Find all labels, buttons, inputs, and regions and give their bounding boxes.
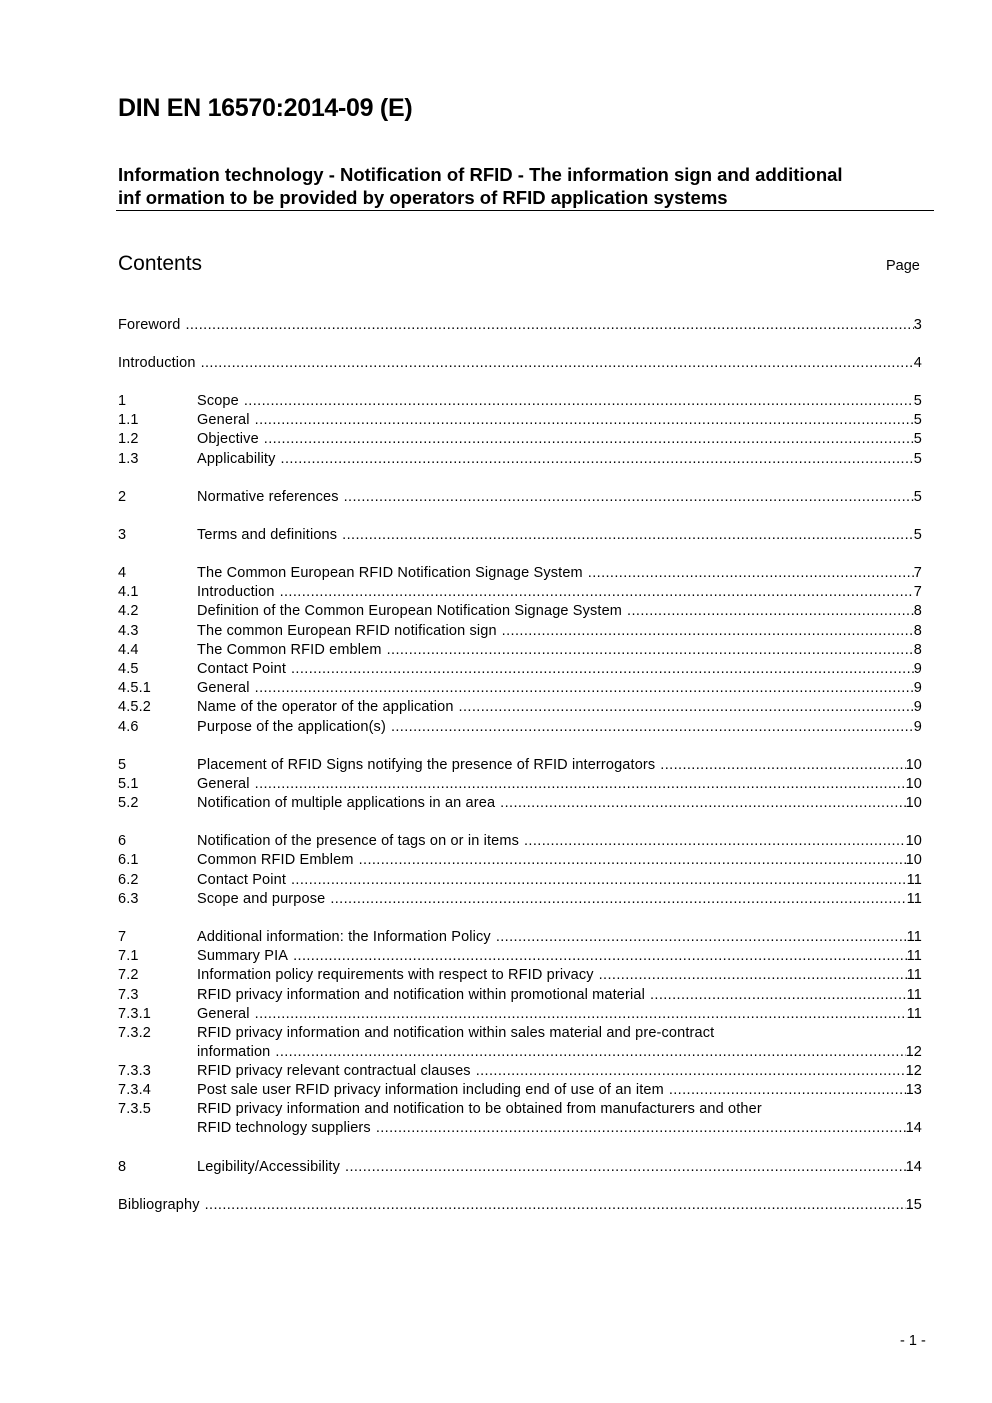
toc-entry-line — [197, 718, 922, 737]
toc-entry-line — [197, 986, 922, 1005]
toc-entry-number: 4.5.2 — [118, 699, 151, 715]
toc-leader-dots — [359, 851, 906, 870]
toc-entry[interactable] — [118, 1158, 922, 1177]
toc-entry-title: Post sale user RFID privacy information including end of use of an item — [197, 1082, 664, 1098]
toc-entry-page: 11 — [906, 929, 922, 945]
toc-entry-line — [197, 488, 922, 507]
toc-entry[interactable] — [118, 583, 922, 602]
toc-entry-page: 11 — [906, 987, 922, 1003]
toc-entry-line — [197, 641, 922, 660]
toc-entry[interactable] — [118, 1024, 922, 1062]
toc-entry-title: The Common RFID emblem — [197, 642, 382, 658]
toc-leader-dots — [344, 488, 914, 507]
toc-leader-dots — [342, 526, 914, 545]
toc-entry[interactable] — [118, 794, 922, 813]
toc-entry-title: Introduction — [118, 355, 196, 371]
toc-entry-page: 8 — [913, 603, 922, 619]
toc-leader-dots — [255, 1005, 907, 1024]
toc-entry-number: 1.3 — [118, 451, 139, 467]
toc-entry-number: 7.3.1 — [118, 1006, 151, 1022]
toc-entry-page: 11 — [906, 891, 922, 907]
toc-entry-title: RFID privacy information and notification to be obtained from manufacturers and other — [197, 1101, 762, 1117]
toc-entry-line — [197, 1043, 922, 1062]
toc-entry-title-continued: RFID technology suppliers — [197, 1120, 371, 1136]
toc-entry-line — [197, 947, 922, 966]
toc-entry-title: Legibility/Accessibility — [197, 1159, 341, 1175]
toc-leader-dots — [650, 986, 907, 1005]
toc-entry-page: 11 — [906, 1006, 922, 1022]
toc-entry-number: 4.4 — [118, 642, 139, 658]
toc-entry-line — [197, 392, 922, 411]
toc-entry-page: 5 — [913, 489, 922, 505]
toc-leader-dots — [280, 583, 914, 602]
toc-entry-page: 15 — [905, 1197, 922, 1213]
toc-entry-line — [197, 756, 922, 775]
toc-entry-title: Applicability — [197, 451, 276, 467]
toc-entry-number: 7.3.2 — [118, 1025, 151, 1041]
toc-entry-title: RFID privacy relevant contractual clauses — [197, 1063, 471, 1079]
toc-entry-title: Placement of RFID Signs notifying the presence of RFID interrogators — [197, 757, 656, 773]
toc-entry-number: 6.3 — [118, 891, 139, 907]
toc-entry-number: 7.3.5 — [118, 1101, 151, 1117]
toc-entry-number: 5 — [118, 757, 127, 773]
toc-entry-number: 4.3 — [118, 623, 139, 639]
toc-entry-title: Foreword — [118, 317, 181, 333]
toc-entry-title: Objective — [197, 431, 259, 447]
footer-page-number: - 1 - — [900, 1333, 926, 1349]
toc-entry[interactable] — [118, 1081, 922, 1100]
toc-entry-number: 1 — [118, 393, 127, 409]
toc-entry-line — [197, 679, 922, 698]
toc-entry-page: 10 — [905, 833, 922, 849]
toc-entry-title: Scope and purpose — [197, 891, 326, 907]
toc-leader-dots — [496, 928, 907, 947]
toc-entry[interactable] — [118, 622, 922, 641]
toc-entry-page: 11 — [906, 967, 922, 983]
toc-entry-number: 1.2 — [118, 431, 139, 447]
toc-entry-page: 5 — [913, 393, 922, 409]
toc-leader-dots — [502, 622, 914, 641]
toc-leader-dots — [391, 718, 914, 737]
toc-entry-line — [197, 928, 922, 947]
toc-entry-page: 10 — [905, 757, 922, 773]
toc-entry[interactable] — [118, 986, 922, 1005]
toc-entry-page: 5 — [913, 412, 922, 428]
toc-entry[interactable] — [118, 966, 922, 985]
toc-entry-page: 13 — [905, 1082, 922, 1098]
toc-entry-number: 7.2 — [118, 967, 139, 983]
toc-entry-number: 5.2 — [118, 795, 139, 811]
toc-entry-number: 7 — [118, 929, 127, 945]
toc-entry-number: 4.1 — [118, 584, 139, 600]
toc-entry[interactable] — [118, 450, 922, 469]
toc-entry-title: General — [197, 680, 250, 696]
toc-entry-number: 7.1 — [118, 948, 139, 964]
toc-entry-page: 11 — [906, 872, 922, 888]
toc-entry[interactable] — [118, 564, 922, 583]
toc-entry-title: Summary PIA — [197, 948, 289, 964]
toc-entry-number: 7.3.3 — [118, 1063, 151, 1079]
toc-entry-title: General — [197, 412, 250, 428]
toc-leader-dots — [205, 1196, 906, 1215]
toc-entry-line — [197, 775, 922, 794]
toc-entry[interactable] — [118, 1100, 922, 1138]
toc-entry[interactable] — [118, 411, 922, 430]
toc-leader-dots — [255, 411, 914, 430]
page-column-heading: Page — [886, 258, 920, 274]
toc-entry-title: Additional information: the Information Policy — [197, 929, 491, 945]
toc-entry-page: 12 — [905, 1044, 922, 1060]
toc-entry-number: 7.3.4 — [118, 1082, 151, 1098]
toc-entry-number: 4.5.1 — [118, 680, 151, 696]
toc-entry-page: 9 — [913, 719, 922, 735]
toc-entry-number: 4.6 — [118, 719, 139, 735]
toc-entry-line — [118, 1196, 922, 1215]
toc-entry-title: General — [197, 1006, 250, 1022]
toc-entry[interactable] — [118, 392, 922, 411]
document-title-line-2: inf ormation to be provided by operators of RFID application systems — [118, 187, 728, 208]
toc-entry-page: 5 — [913, 527, 922, 543]
toc-entry-page: 7 — [913, 565, 922, 581]
toc-leader-dots — [476, 1062, 906, 1081]
toc-entry-line — [197, 851, 922, 870]
toc-entry-line — [197, 794, 922, 813]
toc-entry-page: 8 — [913, 642, 922, 658]
toc-entry-line — [197, 583, 922, 602]
toc-entry[interactable] — [118, 430, 922, 449]
toc-entry-line — [197, 832, 922, 851]
toc-entry-number: 4 — [118, 565, 127, 581]
toc-leader-dots — [264, 430, 914, 449]
toc-entry-line — [197, 1158, 922, 1177]
toc-entry-title: Notification of multiple applications in an area — [197, 795, 496, 811]
toc-entry-title: Notification of the presence of tags on or in items — [197, 833, 519, 849]
toc-entry[interactable] — [118, 851, 922, 870]
toc-entry-line — [197, 1062, 922, 1081]
toc-entry-title: Definition of the Common European Notification Signage System — [197, 603, 623, 619]
document-id: DIN EN 16570:2014-09 (E) — [118, 94, 413, 122]
toc-entry-line — [197, 890, 922, 909]
toc-entry-title: Contact Point — [197, 872, 286, 888]
toc-entry-page: 10 — [905, 776, 922, 792]
toc-entry[interactable] — [118, 947, 922, 966]
toc-entry[interactable] — [118, 1062, 922, 1081]
toc-entry-number: 6.2 — [118, 872, 139, 888]
contents-heading: Contents — [118, 252, 203, 275]
toc-entry-title: General — [197, 776, 250, 792]
toc-entry-title: Name of the operator of the application — [197, 699, 454, 715]
toc-entry-number: 2 — [118, 489, 127, 505]
toc-entry-page: 9 — [913, 680, 922, 696]
toc-leader-dots — [281, 450, 914, 469]
toc-leader-dots — [660, 756, 905, 775]
toc-entry[interactable] — [118, 1196, 922, 1215]
toc-entry-line — [197, 1005, 922, 1024]
toc-entry-title: RFID privacy information and notification within sales material and pre-contract — [197, 1025, 715, 1041]
toc-entry-line — [197, 698, 922, 717]
toc-entry-title-continued: information — [197, 1044, 271, 1060]
toc-entry-line — [197, 564, 922, 583]
toc-leader-dots — [588, 564, 914, 583]
toc-entry-number: 3 — [118, 527, 127, 543]
toc-entry-number: 6.1 — [118, 852, 139, 868]
toc-leader-dots — [255, 679, 914, 698]
toc-leader-dots — [291, 871, 907, 890]
toc-entry-line — [197, 622, 922, 641]
toc-leader-dots — [293, 947, 907, 966]
toc-leader-dots — [345, 1158, 906, 1177]
toc-entry-line — [197, 602, 922, 621]
toc-entry-line — [197, 871, 922, 890]
toc-entry[interactable] — [118, 679, 922, 698]
toc-leader-dots — [627, 602, 914, 621]
toc-leader-dots — [291, 660, 914, 679]
toc-entry-page: 8 — [913, 623, 922, 639]
toc-leader-dots — [330, 890, 906, 909]
toc-entry[interactable] — [118, 354, 922, 373]
toc-entry-number: 6 — [118, 833, 127, 849]
toc-entry[interactable] — [118, 526, 922, 545]
toc-entry-page: 3 — [913, 317, 922, 333]
toc-entry-number: 1.1 — [118, 412, 139, 428]
toc-entry[interactable] — [118, 660, 922, 679]
toc-entry[interactable] — [118, 316, 922, 335]
toc-entry-title: The common European RFID notification sign — [197, 623, 497, 639]
toc-entry-title: Normative references — [197, 489, 339, 505]
toc-entry[interactable] — [118, 718, 922, 737]
toc-entry-line — [197, 526, 922, 545]
toc-entry-page: 14 — [905, 1120, 922, 1136]
toc-entry-number: 5.1 — [118, 776, 139, 792]
toc-leader-dots — [244, 392, 914, 411]
toc-entry-title: Terms and definitions — [197, 527, 338, 543]
toc-leader-dots — [524, 832, 906, 851]
toc-leader-dots — [255, 775, 906, 794]
toc-entry-page: 11 — [906, 948, 922, 964]
toc-entry-title: Scope — [197, 393, 239, 409]
toc-entry[interactable] — [118, 756, 922, 775]
toc-entry-title: Purpose of the application(s) — [197, 719, 386, 735]
toc-entry[interactable] — [118, 1005, 922, 1024]
toc-leader-dots — [376, 1119, 906, 1138]
toc-leader-dots — [500, 794, 905, 813]
toc-entry-page: 5 — [913, 431, 922, 447]
toc-entry[interactable] — [118, 698, 922, 717]
toc-entry-line — [197, 1119, 922, 1138]
toc-entry-title: Contact Point — [197, 661, 286, 677]
toc-entry-line — [197, 1081, 922, 1100]
toc-entry-title: Bibliography — [118, 1197, 200, 1213]
toc-entry-page: 10 — [905, 852, 922, 868]
toc-entry[interactable] — [118, 488, 922, 507]
toc-leader-dots — [669, 1081, 906, 1100]
toc-entry-page: 9 — [913, 699, 922, 715]
toc-entry-line — [118, 354, 922, 373]
toc-entry-line — [197, 430, 922, 449]
toc-entry-line — [197, 450, 922, 469]
toc-entry[interactable] — [118, 832, 922, 851]
toc-entry-number: 4.5 — [118, 661, 139, 677]
toc-entry-page: 14 — [905, 1159, 922, 1175]
toc-leader-dots — [201, 354, 914, 373]
toc-entry-line — [197, 411, 922, 430]
toc-entry-number: 4.2 — [118, 603, 139, 619]
toc-entry[interactable] — [118, 928, 922, 947]
toc-entry-page: 10 — [905, 795, 922, 811]
toc-entry-line — [197, 966, 922, 985]
toc-entry-page: 4 — [913, 355, 922, 371]
toc-entry[interactable] — [118, 890, 922, 909]
toc-entry-title: Introduction — [197, 584, 275, 600]
toc-leader-dots — [387, 641, 914, 660]
toc-entry-page: 9 — [913, 661, 922, 677]
toc-entry[interactable] — [118, 602, 922, 621]
toc-entry-title: RFID privacy information and notification within promotional material — [197, 987, 645, 1003]
toc-entry-title: Common RFID Emblem — [197, 852, 354, 868]
toc-entry-number: 8 — [118, 1159, 127, 1175]
toc-entry[interactable] — [118, 641, 922, 660]
toc-leader-dots — [275, 1043, 905, 1062]
toc-entry[interactable] — [118, 775, 922, 794]
toc-entry-number: 7.3 — [118, 987, 139, 1003]
toc-entry-page: 7 — [913, 584, 922, 600]
document-title-line-1: Information technology - Notification of RFID - The information sign and additional — [118, 164, 843, 185]
toc-entry-page: 12 — [905, 1063, 922, 1079]
toc-entry[interactable] — [118, 871, 922, 890]
toc-entry-title: Information policy requirements with respect to RFID privacy — [197, 967, 594, 983]
toc-entry-line — [197, 660, 922, 679]
toc-entry-page: 5 — [913, 451, 922, 467]
document-title — [118, 163, 918, 209]
toc-entry-line — [118, 316, 922, 335]
toc-leader-dots — [185, 316, 913, 335]
title-divider — [116, 210, 934, 211]
toc-leader-dots — [599, 966, 907, 985]
toc-entry-title: The Common European RFID Notification Signage System — [197, 565, 583, 581]
toc-leader-dots — [459, 698, 914, 717]
